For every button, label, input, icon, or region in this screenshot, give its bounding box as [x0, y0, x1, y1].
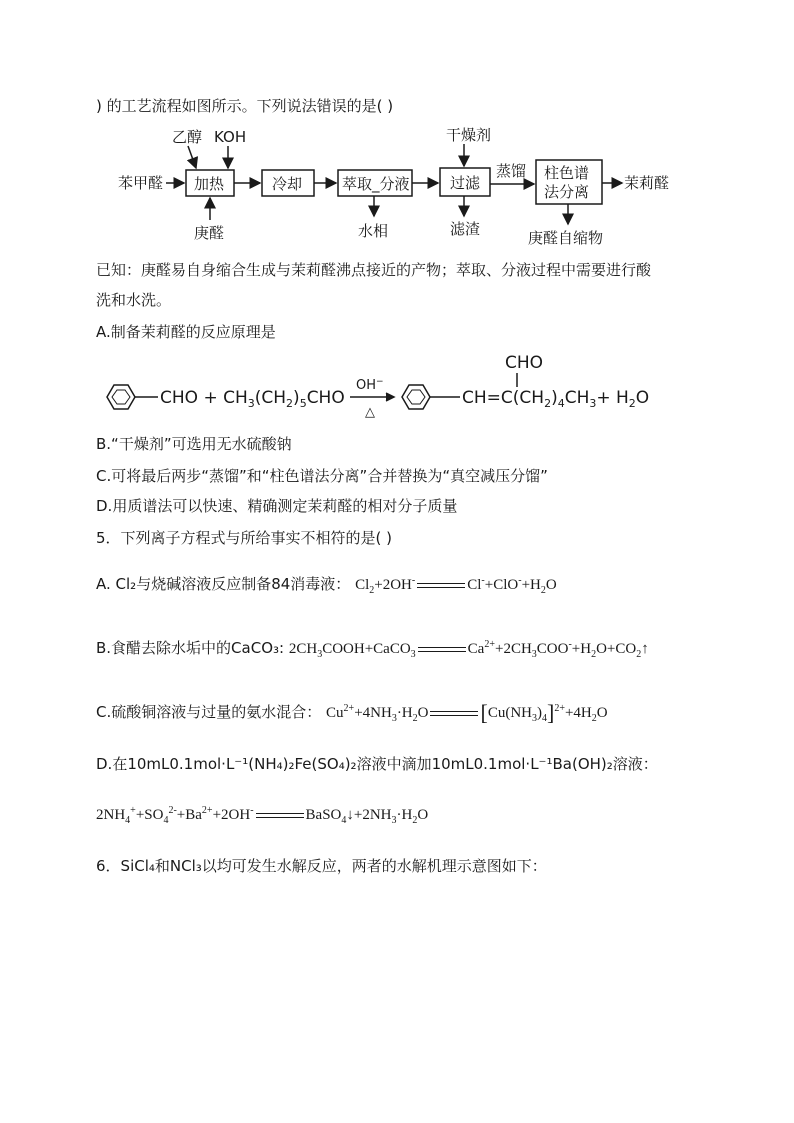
reaction-left-1: CHO + CH — [160, 388, 248, 408]
process-flow-diagram — [0, 124, 794, 254]
reaction-right-5: O — [635, 388, 650, 408]
flow-out-residue: 滤渣 — [450, 220, 481, 238]
reaction-right-3: CH — [564, 388, 590, 408]
flow-out-water: 水相 — [358, 222, 389, 240]
svg-text:CHO + CH3(CH2)5CHO: CHO + $CH_3(CH_2)_5CHO$ — [160, 388, 345, 410]
flow-step-extract: 萃取_分液 — [342, 175, 410, 193]
reaction-right-2: ) — [551, 388, 558, 408]
option-4d: D.用质谱法可以快速、精确测定茉莉醛的相对分子质量 — [96, 497, 458, 515]
reaction-right-4: + H — [596, 388, 629, 408]
option-5d-text: D.在10mL0.1mol·L⁻¹(NH₄)₂Fe(SO₄)₂溶液中滴加10mL0.1mol·L⁻¹Ba(OH)₂溶液： — [96, 755, 658, 773]
reaction-left-4: CHO — [306, 388, 345, 408]
question-intro: ) 的工艺流程如图所示。下列说法错误的是( ) — [96, 97, 394, 115]
flow-step-column-line2: 法分离 — [544, 183, 590, 201]
flow-reagent-ethanol: 乙醇 — [172, 128, 203, 146]
option-5b-equation: $2CH_3COOH+CaCO_3$ $Ca^{2+}+2CH_3COO^-+H_2O+CO_2↑$ — [288, 639, 649, 660]
option-5c-equation: $Cu^{2+}+4NH_3\cdot H_2O$ $[Cu(NH_3)_4]^{2+}+4H_2O$ — [326, 700, 608, 725]
flow-product: 茉莉醛 — [624, 174, 670, 192]
option-5b — [96, 638, 649, 659]
question-5-stem: 5．下列离子方程式与所给事实不相符的是( ) — [96, 529, 393, 547]
reaction-cond-top: OH — [356, 378, 377, 393]
question-6-stem: 6．SiCl₄和NCl₃以均可发生水解反应，两者的水解机理示意图如下： — [96, 857, 547, 875]
flow-step-heat: 加热 — [194, 175, 225, 193]
reaction-right-1: CH=C(CH — [462, 388, 545, 408]
flow-desiccant: 干燥剂 — [446, 126, 492, 144]
reaction-cond-bottom: △ — [365, 405, 375, 420]
flow-out-self-condensate: 庚醛自缩物 — [528, 229, 604, 247]
svg-text:CH=C(CH2)4CH3+ H2O: $CH=C(CH_2)_4CH_3+ H_2O$ — [462, 388, 650, 410]
option-5a-text: A. Cl₂与烧碱溶液反应制备84消毒液： — [96, 575, 351, 593]
flow-step-cool: 冷却 — [272, 175, 303, 193]
option-4b: B.“干燥剂”可选用无水硫酸钠 — [96, 435, 292, 453]
option-5b-text: B.食醋去除水垢中的CaCO₃: — [96, 639, 285, 657]
option-4c: C.可将最后两步“蒸馏”和“柱色谱法分离”合并替换为“真空减压分馏” — [96, 467, 548, 485]
flow-step-filter: 过滤 — [450, 174, 481, 192]
flow-distill: 蒸馏 — [496, 162, 527, 180]
option-4a: A.制备茉莉醛的反应原理是 — [96, 323, 276, 341]
option-5a-equation: $Cl_2+2OH^-$ $Cl^-+ClO^-+H_2O$ — [355, 575, 557, 596]
reaction-equation — [0, 346, 794, 436]
option-5c-text: C.硫酸铜溶液与过量的氨水混合： — [96, 703, 322, 721]
option-5c — [96, 702, 608, 723]
option-5d — [96, 804, 428, 825]
flow-reagent-koh: KOH — [214, 128, 247, 146]
flow-reagent-heptanal: 庚醛 — [194, 224, 225, 242]
flow-input: 苯甲醛 — [118, 174, 164, 192]
option-5d-equation: $2NH_4^++SO_4^{2-}+Ba^{2+}+2OH^-$ $BaSO_4↓+2NH_3\cdot H_2O$ — [96, 805, 429, 826]
known-info-line1: 已知：庚醛易自身缩合生成与茉莉醛沸点接近的产物；萃取、分液过程中需要进行酸 — [96, 261, 652, 279]
option-5a — [96, 574, 557, 595]
reaction-left-3: ) — [293, 388, 300, 408]
svg-text:OH−: OH− — [356, 377, 384, 393]
reaction-cho-top: CHO — [505, 353, 544, 373]
known-info-line2: 洗和水洗。 — [96, 291, 172, 309]
flow-step-column-line1: 柱色谱 — [544, 164, 590, 182]
reaction-left-2: (CH — [254, 388, 287, 408]
